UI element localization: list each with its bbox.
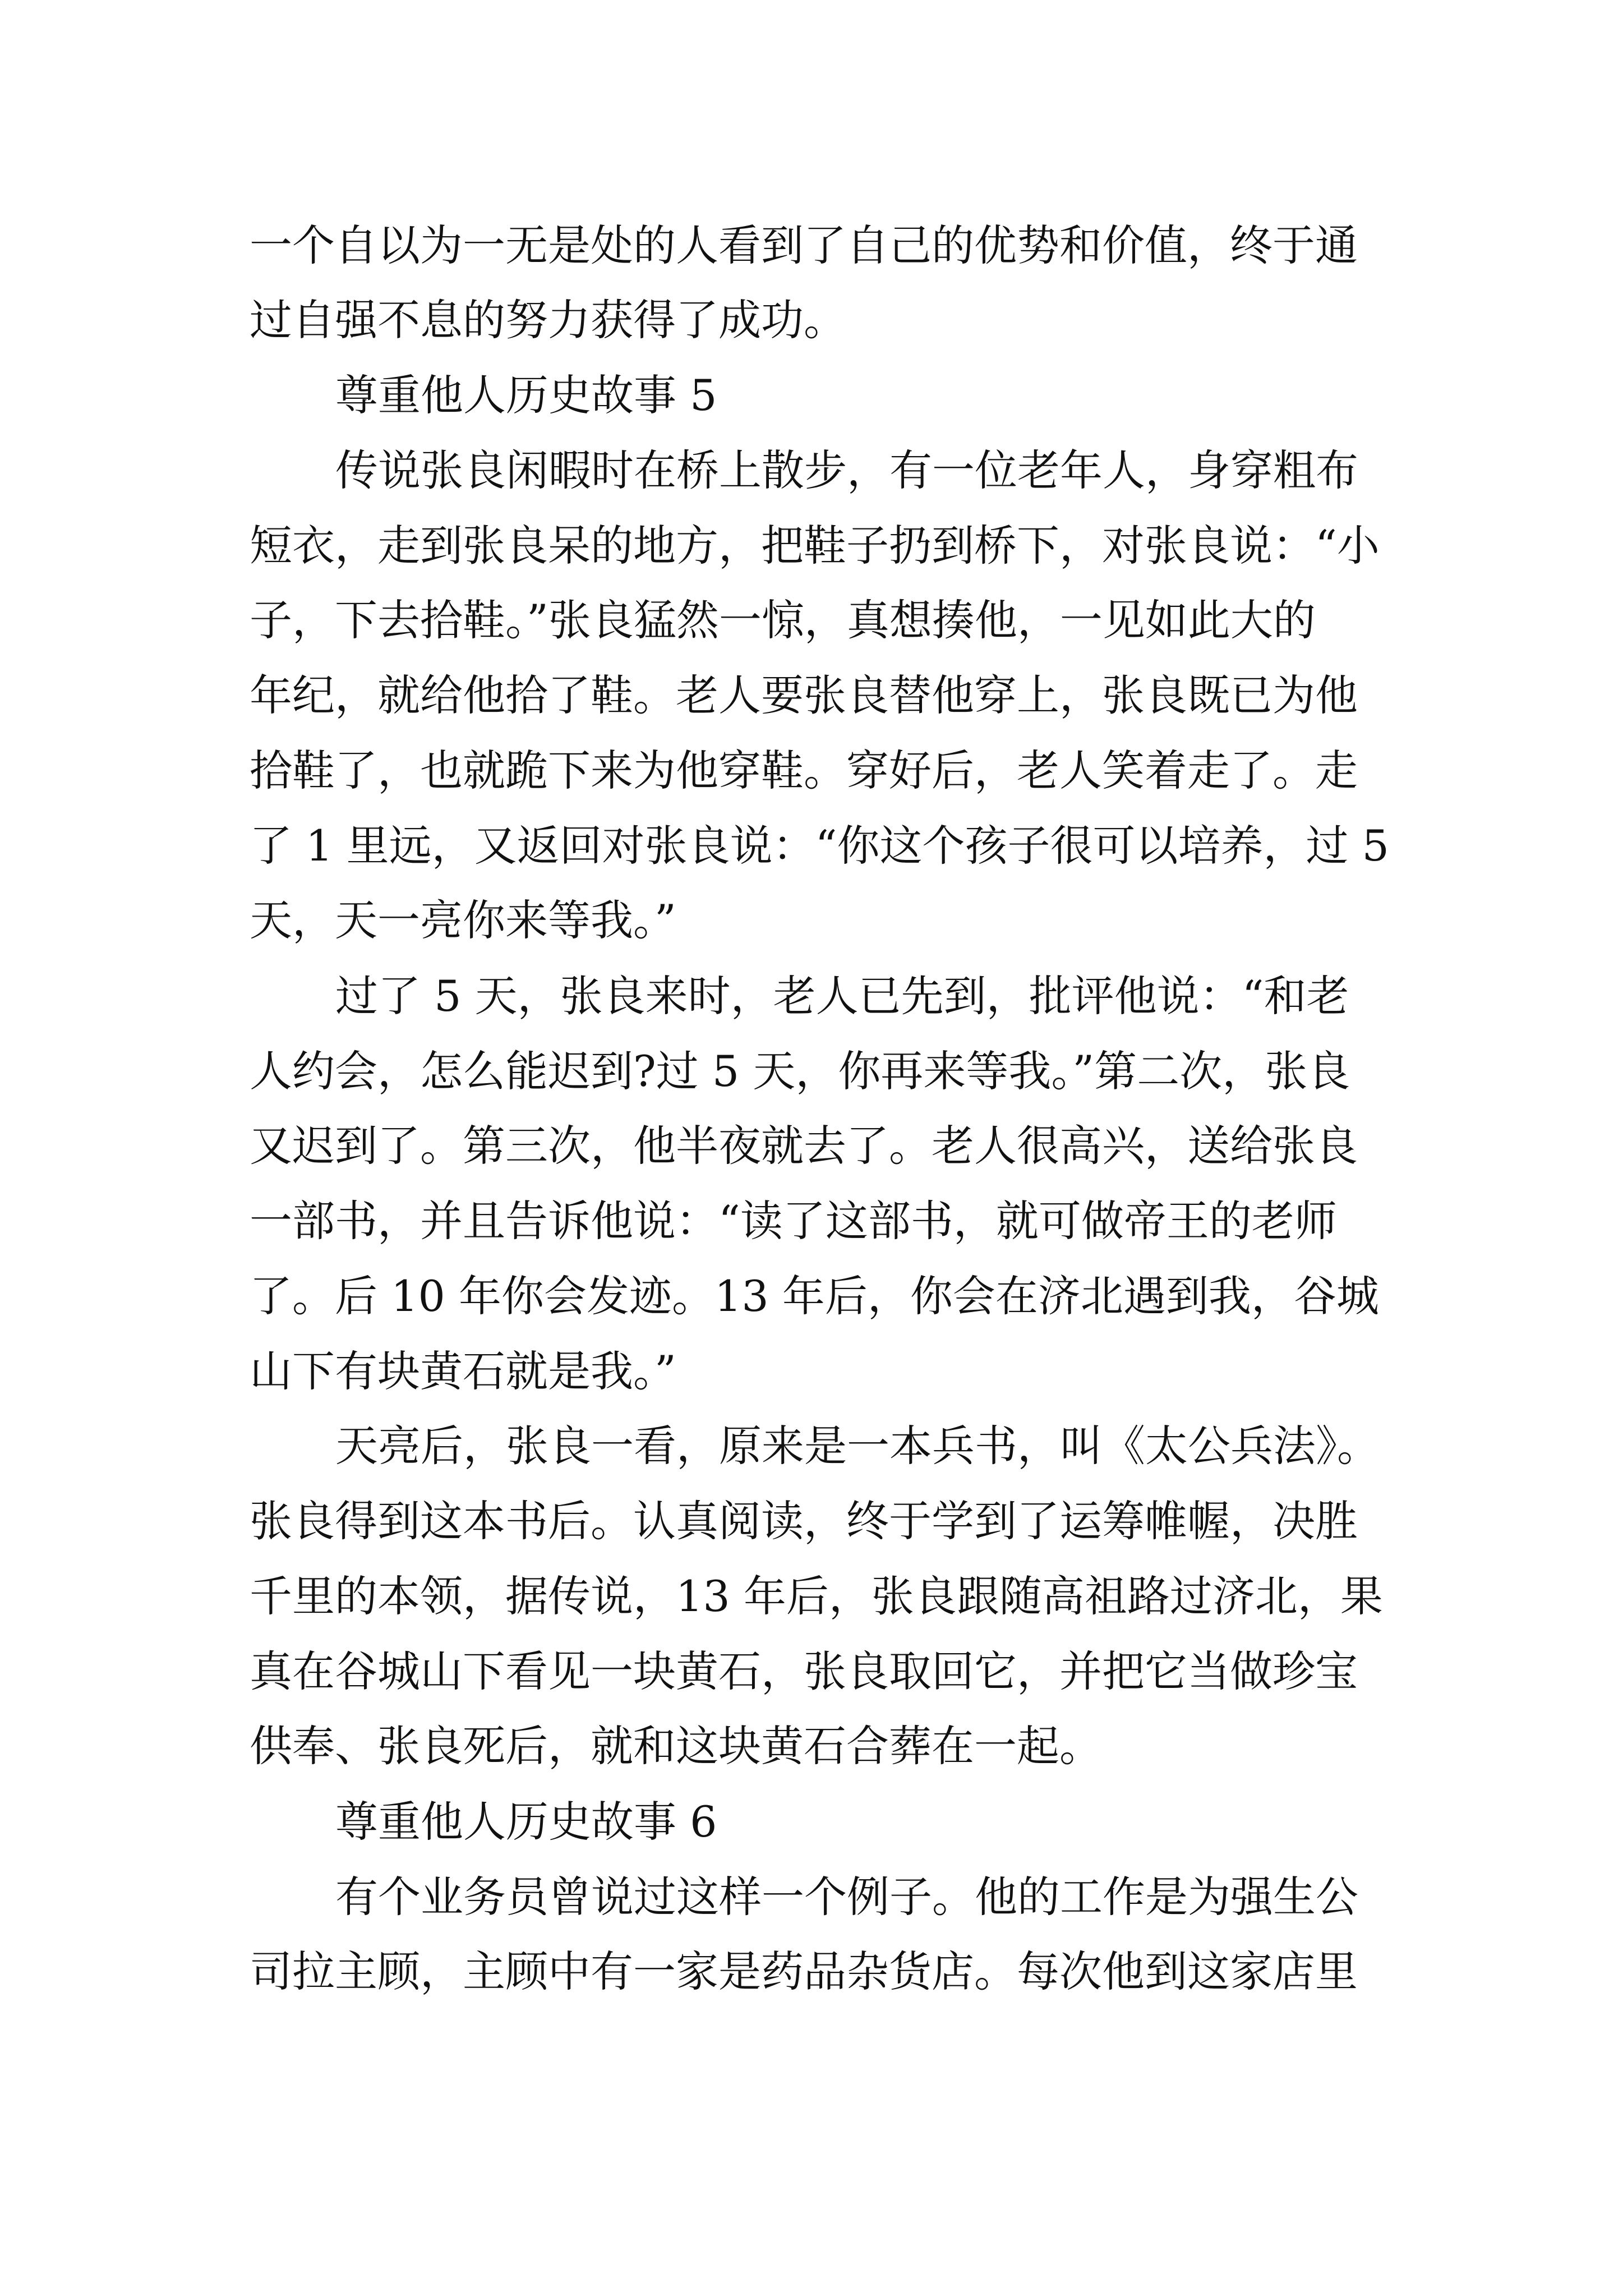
text-line: 又迟到了。第三次，他半夜就去了。老人很高兴，送给张良: [250, 1121, 1358, 1171]
section-heading: 尊重他人历史故事 5: [335, 370, 717, 420]
text-line: 天，天一亮你来等我。”: [250, 895, 676, 945]
paragraph-first-line: 有个业务员曾说过这样一个例子。他的工作是为强生公: [335, 1872, 1358, 1922]
text-line: 短衣，走到张良呆的地方，把鞋子扔到桥下，对张良说：“小: [250, 521, 1380, 570]
text-line: 真在谷城山下看见一块黄石，张良取回它，并把它当做珍宝: [250, 1646, 1358, 1696]
text-line: 拾鞋了，也就跪下来为他穿鞋。穿好后，老人笑着走了。走: [250, 746, 1358, 795]
text-line: 司拉主顾，主顾中有一家是药品杂货店。每次他到这家店里: [250, 1947, 1358, 1996]
text-line: 一个自以为一无是处的人看到了自己的优势和价值，终于通: [250, 220, 1358, 270]
paragraph-first-line: 过了 5 天，张良来时，老人已先到，批评他说：“和老: [335, 971, 1349, 1021]
text-line: 过自强不息的努力获得了成功。: [250, 295, 846, 345]
text-line: 子，下去拾鞋。”张良猛然一惊，真想揍他，一见如此大的: [250, 595, 1316, 645]
text-line: 了。后 10 年你会发迹。13 年后，你会在济北遇到我，谷城: [250, 1271, 1379, 1321]
text-line: 了 1 里远，又返回对张良说：“你这个孩子很可以培养，过 5: [250, 821, 1390, 871]
text-line: 张良得到这本书后。认真阅读，终于学到了运筹帷幄，决胜: [250, 1496, 1358, 1546]
section-heading: 尊重他人历史故事 6: [335, 1797, 717, 1847]
paragraph-first-line: 传说张良闲暇时在桥上散步，有一位老年人，身穿粗布: [335, 445, 1358, 495]
text-line: 一部书，并且告诉他说：“读了这部书，就可做帝王的老师: [250, 1196, 1337, 1246]
paragraph-first-line: 天亮后，张良一看，原来是一本兵书，叫《太公兵法》。: [335, 1421, 1380, 1471]
text-line: 山下有块黄石就是我。”: [250, 1346, 676, 1396]
text-line: 供奉、张良死后，就和这块黄石合葬在一起。: [250, 1721, 1102, 1771]
text-line: 千里的本领，据传说，13 年后，张良跟随高祖路过济北，果: [250, 1571, 1383, 1621]
text-line: 年纪，就给他拾了鞋。老人要张良替他穿上，张良既已为他: [250, 670, 1358, 720]
text-line: 人约会，怎么能迟到?过 5 天，你再来等我。”第二次，张良: [250, 1046, 1350, 1096]
